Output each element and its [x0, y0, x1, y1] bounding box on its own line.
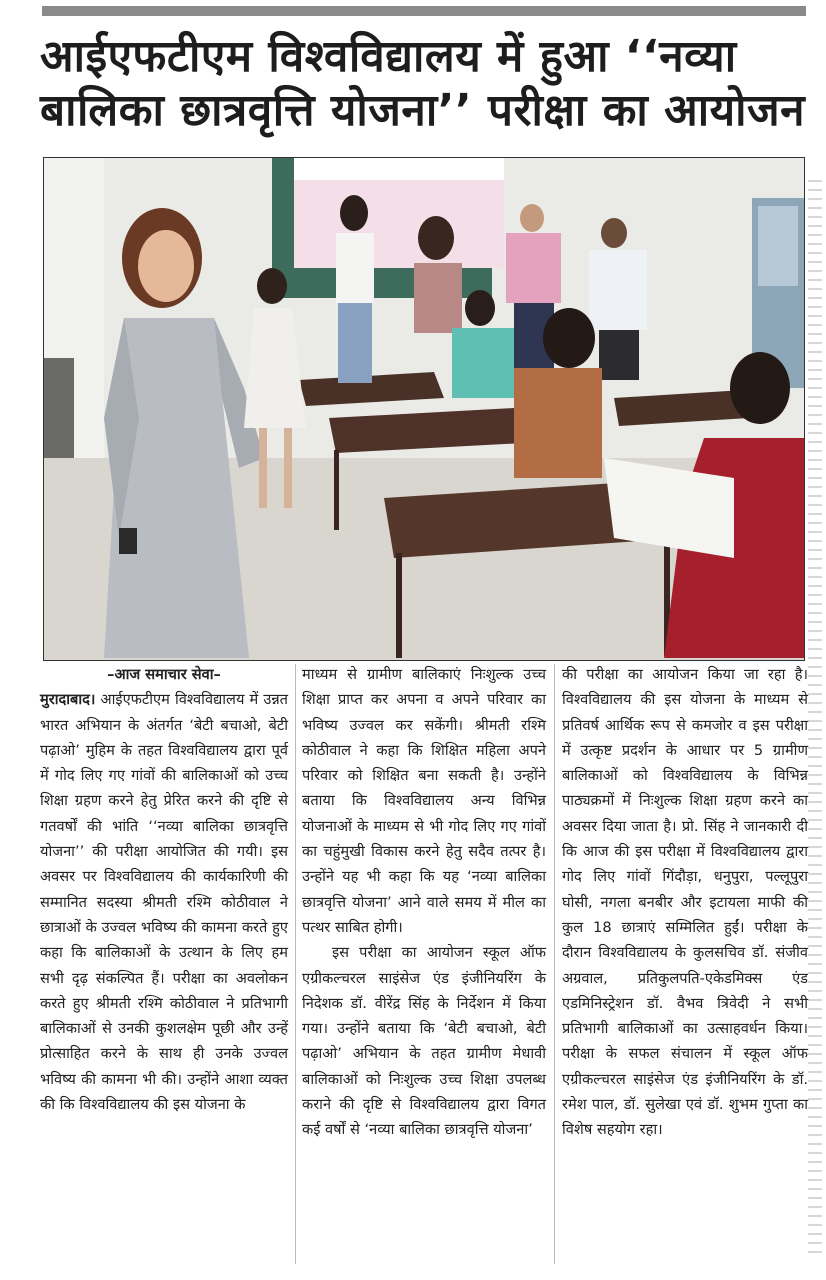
classroom-exam-photo [44, 158, 804, 660]
page-edge-strip [808, 180, 822, 1260]
column-rule [554, 664, 555, 1264]
article-column-2 [302, 662, 546, 1143]
dateline-place: मुरादाबाद। [40, 691, 96, 709]
news-service-credit: –आज समाचार सेवा– [107, 666, 221, 683]
article-paragraph-1 [40, 687, 288, 1117]
article-column-3 [562, 662, 808, 1143]
column-rule [295, 664, 296, 1264]
article-paragraph-3: इस परीक्षा का आयोजन स्कूल ऑफ एग्रीकल्चरल साइंसेज एंड इंजीनियरिंग के निदेशक डॉ. वीरेंद्र सिंह के निर्देशन में किया गया। उन्होंने बताया कि ‘बेटी बचाओ, बेटी पढ़ाओ’ अभियान के तहत ग्रामीण मेधावी बालिकाओं को निःशुल्क उच्च शिक्षा उपलब्ध कराने की दृष्टि से विश्वविद्यालय द्वारा विगत कई वर्षों से ‘नव्या बालिका छात्रवृत्ति योजना’ [302, 944, 546, 1139]
article-paragraph-2: माध्यम से ग्रामीण बालिकाएं निःशुल्क उच्च शिक्षा प्राप्त कर अपना व अपने परिवार का भविष्य उज्वल कर सकेंगी। श्रीमती रश्मि कोठीवाल ने कहा कि शिक्षित महिला अपने परिवार को शिक्षित बना सकती है। उन्होंने बताया कि विश्वविद्यालय अन्य विभिन्न योजनाओं के माध्यम से भी गोद लिए गए गांवों का चहुंमुखी विकास करने हेतु सदैव तत्पर है। उन्होंने यह भी कहा कि यह ‘नव्या बालिका छात्रवृत्ति योजना’ आने वाले समय में मील का पत्थर साबित होगी। [302, 666, 546, 936]
paragraph-1-text: आईएफटीएम विश्वविद्यालय में उन्नत भारत अभियान के अंतर्गत ‘बेटी बचाओ, बेटी पढ़ाओ’ मुहिम के तहत विश्वविद्यालय द्वारा पूर्व में गोद लिए गए गांवों की बालिकाओं को उच्च शिक्षा ग्रहण करने हेतु प्रेरित करने की दृष्टि से गतवर्षों की भांति ‘‘नव्या बालिका छात्रवृत्ति योजना’’ की परीक्षा आयोजित की गयी। इस अवसर पर विश्वविद्यालय की कार्यकारिणी की सम्मानित सदस्या श्रीमती रश्मि कोठीवाल ने छात्राओं के उज्वल भविष्य की कामना करते हुए कहा कि बालिकाओं के उत्थान के लिए हम सभी दृढ़ संकल्पित हैं। परीक्षा का अवलोकन करते हुए श्रीमती रश्मि कोठीवाल ने प्रतिभागी बालिकाओं से उनकी कुशलक्षेम पूछी और उन्हें प्रोत्साहित करने के साथ ही उनके उज्वल भविष्य की कामना भी की। उन्होंने आशा व्यक्त की कि विश्वविद्यालय की इस योजना के [40, 691, 288, 1114]
headline: आईएफटीएम विश्वविद्यालय में हुआ ‘‘नव्या बालिका छात्रवृत्ति योजना’’ परीक्षा का आयोजन [40, 31, 806, 136]
article-paragraph-4: की परीक्षा का आयोजन किया जा रहा है। विश्वविद्यालय की इस योजना के माध्यम से प्रतिवर्ष आर्थिक रूप से कमजोर व इस परीक्षा में उत्कृष्ट प्रदर्शन के आधार पर 5 ग्रामीण बालिकाओं को विश्वविद्यालय के विभिन्न पाठ्यक्रमों में निःशुल्क शिक्षा ग्रहण करने का अवसर दिया जाता है। प्रो. सिंह ने जानकारी दी कि आज की इस परीक्षा में विश्वविद्यालय द्वारा गोद लिए गांवों गिंदौड़ा, धनुपुरा, पल्लूपुरा घोसी, नगला बनबीर और इटायला माफी की कुल 18 छात्राएं सम्मिलित हुईं। परीक्षा के दौरान विश्वविद्यालय के कुलसचिव डॉ. संजीव अग्रवाल, प्रतिकुलपति-एकेडमिक्स एंड एडमिनिस्ट्रेशन डॉ. वैभव त्रिवेदी ने सभी प्रतिभागी बालिकाओं का उत्साहवर्धन किया। परीक्षा के सफल संचालन में स्कूल ऑफ एग्रीकल्चरल साइंसेज एंड इंजीनियरिंग के डॉ. रमेश पाल, डॉ. सुलेखा एवं डॉ. शुभम गुप्ता का विशेष सहयोग रहा। [562, 666, 808, 1139]
article-column-1 [40, 662, 288, 1117]
news-photo [43, 157, 805, 661]
top-rule-bar [42, 6, 806, 16]
